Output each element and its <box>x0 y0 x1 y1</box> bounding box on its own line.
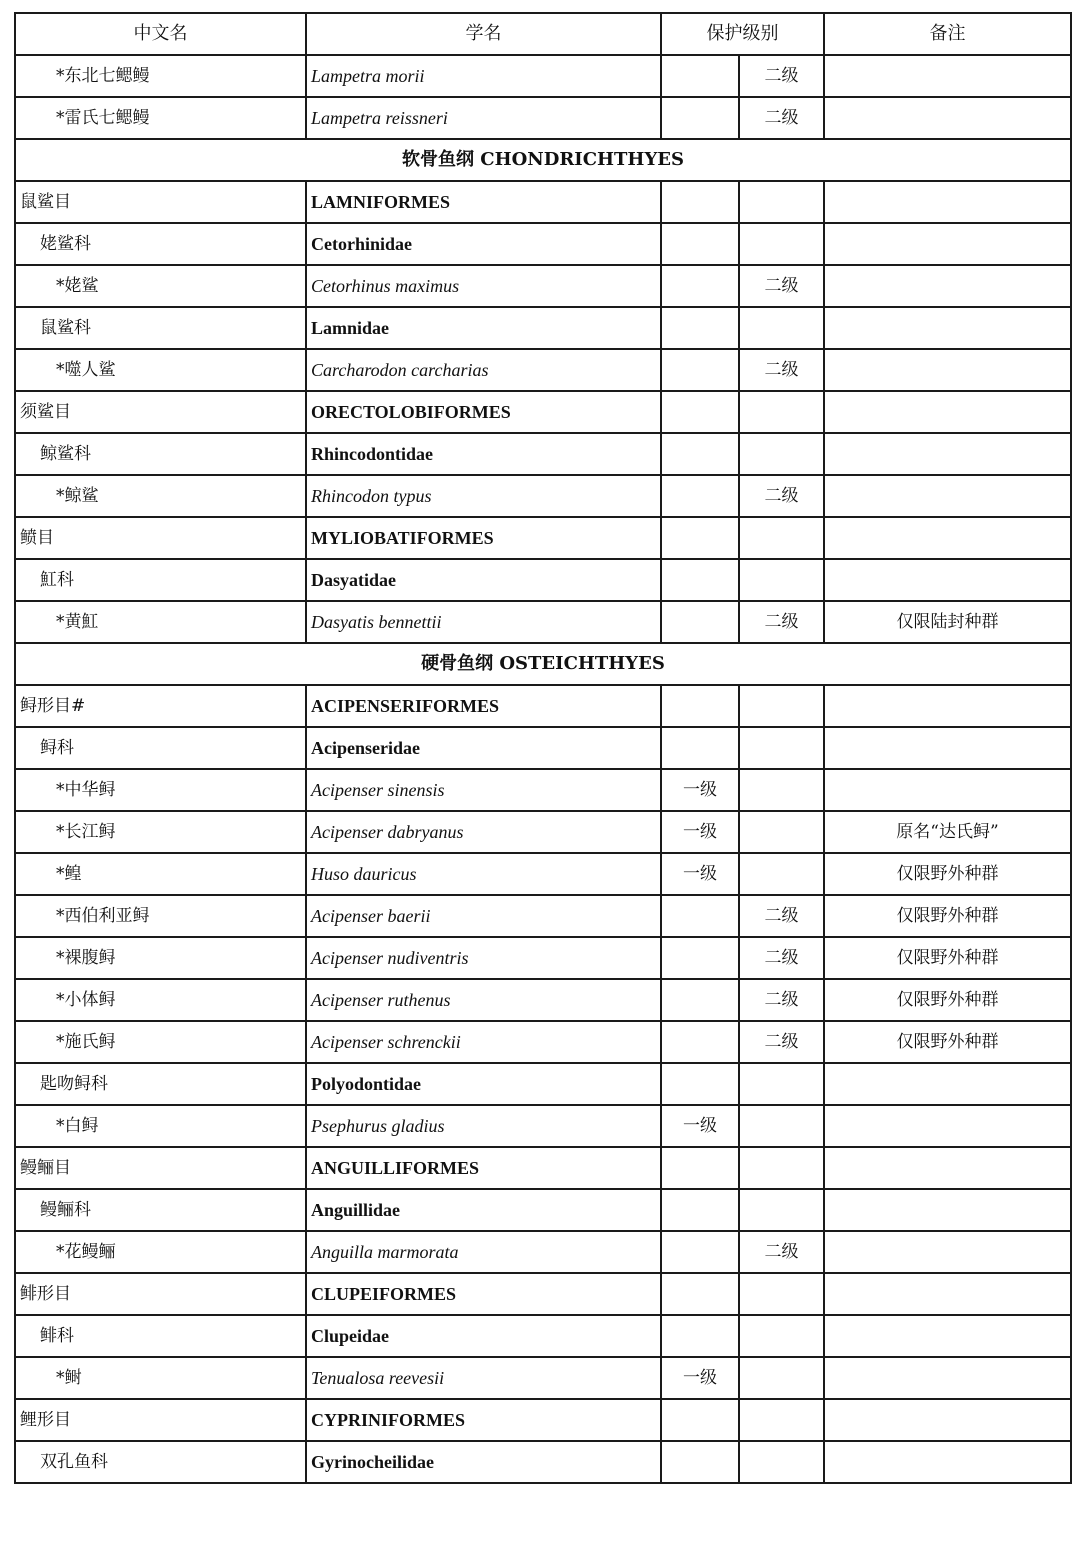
scientific-name-cell: Cetorhinus maximus <box>306 265 661 307</box>
chinese-name-cell: 鲸鲨科 <box>15 433 306 475</box>
remarks-cell <box>824 265 1071 307</box>
level-two-cell: 二级 <box>739 475 824 517</box>
level-one-cell: 一级 <box>661 769 739 811</box>
family-row <box>15 307 1071 349</box>
level-one-cell <box>661 349 739 391</box>
family-row <box>15 433 1071 475</box>
scientific-name-cell: Carcharodon carcharias <box>306 349 661 391</box>
scientific-name-cell: Acipenser ruthenus <box>306 979 661 1021</box>
order-row <box>15 391 1071 433</box>
level-two-cell <box>739 1063 824 1105</box>
level-two-cell: 二级 <box>739 1021 824 1063</box>
level-one-cell <box>661 1441 739 1483</box>
scientific-name-cell: Acipenser sinensis <box>306 769 661 811</box>
level-two-cell: 二级 <box>739 1231 824 1273</box>
chinese-name-cell: 鲱科 <box>15 1315 306 1357</box>
scientific-name-cell: Anguillidae <box>306 1189 661 1231</box>
species-row <box>15 265 1071 307</box>
scientific-name-cell: ORECTOLOBIFORMES <box>306 391 661 433</box>
level-two-cell <box>739 1105 824 1147</box>
chinese-name-cell: *花鳗鲡 <box>15 1231 306 1273</box>
species-row <box>15 769 1071 811</box>
species-row <box>15 1021 1071 1063</box>
remarks-cell <box>824 181 1071 223</box>
level-two-cell <box>739 1399 824 1441</box>
level-two-cell <box>739 769 824 811</box>
level-one-cell: 一级 <box>661 853 739 895</box>
order-row <box>15 1399 1071 1441</box>
scientific-name-cell: MYLIOBATIFORMES <box>306 517 661 559</box>
remarks-cell <box>824 1273 1071 1315</box>
chinese-name-cell: 匙吻鲟科 <box>15 1063 306 1105</box>
species-row <box>15 811 1071 853</box>
class-heading-row <box>15 139 1071 181</box>
scientific-name-cell: LAMNIFORMES <box>306 181 661 223</box>
chinese-name-cell: *鳇 <box>15 853 306 895</box>
level-one-cell <box>661 937 739 979</box>
scientific-name-cell: ACIPENSERIFORMES <box>306 685 661 727</box>
class-heading: 软骨鱼纲 CHONDRICHTHYES <box>15 139 1071 181</box>
scientific-name-cell: Cetorhinidae <box>306 223 661 265</box>
species-row <box>15 895 1071 937</box>
family-row <box>15 1189 1071 1231</box>
chinese-name-cell: *中华鲟 <box>15 769 306 811</box>
scientific-name-cell: Rhincodontidae <box>306 433 661 475</box>
level-two-cell <box>739 307 824 349</box>
level-two-cell <box>739 181 824 223</box>
chinese-name-cell: 双孔鱼科 <box>15 1441 306 1483</box>
remarks-cell <box>824 1231 1071 1273</box>
chinese-name-cell: 姥鲨科 <box>15 223 306 265</box>
level-two-cell <box>739 559 824 601</box>
species-row <box>15 97 1071 139</box>
level-one-cell <box>661 727 739 769</box>
remarks-cell <box>824 391 1071 433</box>
chinese-name-cell: *长江鲟 <box>15 811 306 853</box>
table-body <box>15 13 1071 1483</box>
family-row <box>15 223 1071 265</box>
level-one-cell: 一级 <box>661 1357 739 1399</box>
chinese-name-cell: 鳗鲡目 <box>15 1147 306 1189</box>
level-one-cell <box>661 1231 739 1273</box>
scientific-name-cell: Psephurus gladius <box>306 1105 661 1147</box>
level-two-cell <box>739 1441 824 1483</box>
species-row <box>15 349 1071 391</box>
scientific-name-cell: Tenualosa reevesii <box>306 1357 661 1399</box>
chinese-name-cell: *施氏鲟 <box>15 1021 306 1063</box>
scientific-name-cell: Huso dauricus <box>306 853 661 895</box>
scientific-name-cell: Acipenseridae <box>306 727 661 769</box>
level-two-cell <box>739 433 824 475</box>
species-row <box>15 1231 1071 1273</box>
chinese-name-cell: 鼠鲨科 <box>15 307 306 349</box>
protected-species-table <box>14 12 1072 1484</box>
remarks-cell <box>824 1357 1071 1399</box>
level-one-cell <box>661 685 739 727</box>
level-one-cell <box>661 265 739 307</box>
remarks-cell <box>824 475 1071 517</box>
remarks-cell: 仅限野外种群 <box>824 1021 1071 1063</box>
remarks-cell <box>824 1441 1071 1483</box>
level-one-cell <box>661 55 739 97</box>
remarks-cell <box>824 769 1071 811</box>
level-two-cell <box>739 517 824 559</box>
remarks-cell <box>824 727 1071 769</box>
species-row <box>15 853 1071 895</box>
order-row <box>15 1147 1071 1189</box>
chinese-name-cell: 鲱形目 <box>15 1273 306 1315</box>
remarks-cell: 仅限野外种群 <box>824 979 1071 1021</box>
chinese-name-cell: 鲟形目# <box>15 685 306 727</box>
level-one-cell <box>661 307 739 349</box>
chinese-name-cell: *雷氏七鳃鳗 <box>15 97 306 139</box>
remarks-cell <box>824 349 1071 391</box>
class-heading-row <box>15 643 1071 685</box>
remarks-cell <box>824 97 1071 139</box>
scientific-name-cell: Lampetra morii <box>306 55 661 97</box>
header-chinese-name: 中文名 <box>15 13 306 55</box>
remarks-cell <box>824 685 1071 727</box>
remarks-cell <box>824 1063 1071 1105</box>
species-row <box>15 1357 1071 1399</box>
scientific-name-cell: Acipenser baerii <box>306 895 661 937</box>
scientific-name-cell: Lamnidae <box>306 307 661 349</box>
level-one-cell <box>661 1147 739 1189</box>
level-one-cell <box>661 1189 739 1231</box>
family-row <box>15 1441 1071 1483</box>
level-two-cell <box>739 1273 824 1315</box>
remarks-cell <box>824 1315 1071 1357</box>
scientific-name-cell: Acipenser dabryanus <box>306 811 661 853</box>
level-two-cell <box>739 853 824 895</box>
scientific-name-cell: Rhincodon typus <box>306 475 661 517</box>
remarks-cell <box>824 433 1071 475</box>
chinese-name-cell: 鲼目 <box>15 517 306 559</box>
remarks-cell <box>824 1147 1071 1189</box>
level-two-cell <box>739 811 824 853</box>
level-two-cell <box>739 391 824 433</box>
level-two-cell: 二级 <box>739 937 824 979</box>
level-one-cell <box>661 1021 739 1063</box>
level-two-cell <box>739 1147 824 1189</box>
family-row <box>15 559 1071 601</box>
level-two-cell: 二级 <box>739 265 824 307</box>
remarks-cell: 仅限野外种群 <box>824 937 1071 979</box>
level-one-cell <box>661 601 739 643</box>
scientific-name-cell: Lampetra reissneri <box>306 97 661 139</box>
level-one-cell <box>661 1273 739 1315</box>
remarks-cell <box>824 223 1071 265</box>
remarks-cell <box>824 559 1071 601</box>
chinese-name-cell: *黄魟 <box>15 601 306 643</box>
level-one-cell <box>661 97 739 139</box>
level-one-cell <box>661 475 739 517</box>
scientific-name-cell: Polyodontidae <box>306 1063 661 1105</box>
scientific-name-cell: Dasyatidae <box>306 559 661 601</box>
level-two-cell: 二级 <box>739 349 824 391</box>
chinese-name-cell: *白鲟 <box>15 1105 306 1147</box>
remarks-cell <box>824 1105 1071 1147</box>
species-row <box>15 475 1071 517</box>
remarks-cell: 仅限野外种群 <box>824 895 1071 937</box>
species-row <box>15 601 1071 643</box>
level-one-cell <box>661 1315 739 1357</box>
level-one-cell: 一级 <box>661 1105 739 1147</box>
level-one-cell <box>661 223 739 265</box>
scientific-name-cell: Acipenser schrenckii <box>306 1021 661 1063</box>
level-one-cell <box>661 979 739 1021</box>
chinese-name-cell: *裸腹鲟 <box>15 937 306 979</box>
header-remarks: 备注 <box>824 13 1071 55</box>
scientific-name-cell: Acipenser nudiventris <box>306 937 661 979</box>
order-row <box>15 685 1071 727</box>
level-two-cell <box>739 223 824 265</box>
chinese-name-cell: *噬人鲨 <box>15 349 306 391</box>
chinese-name-cell: 鳗鲡科 <box>15 1189 306 1231</box>
level-two-cell <box>739 1189 824 1231</box>
scientific-name-cell: Gyrinocheilidae <box>306 1441 661 1483</box>
family-row <box>15 1315 1071 1357</box>
header-scientific-name: 学名 <box>306 13 661 55</box>
scientific-name-cell: CLUPEIFORMES <box>306 1273 661 1315</box>
remarks-cell: 原名“达氏鲟” <box>824 811 1071 853</box>
chinese-name-cell: 须鲨目 <box>15 391 306 433</box>
chinese-name-cell: *西伯利亚鲟 <box>15 895 306 937</box>
level-two-cell: 二级 <box>739 979 824 1021</box>
header-protection-level: 保护级别 <box>661 13 824 55</box>
chinese-name-cell: 鲤形目 <box>15 1399 306 1441</box>
species-row <box>15 1105 1071 1147</box>
species-row <box>15 937 1071 979</box>
scientific-name-cell: Clupeidae <box>306 1315 661 1357</box>
level-two-cell <box>739 685 824 727</box>
scientific-name-cell: CYPRINIFORMES <box>306 1399 661 1441</box>
level-two-cell: 二级 <box>739 895 824 937</box>
level-two-cell <box>739 1315 824 1357</box>
level-one-cell <box>661 559 739 601</box>
family-row <box>15 727 1071 769</box>
order-row <box>15 517 1071 559</box>
chinese-name-cell: 鲟科 <box>15 727 306 769</box>
remarks-cell <box>824 55 1071 97</box>
chinese-name-cell: *小体鲟 <box>15 979 306 1021</box>
chinese-name-cell: 魟科 <box>15 559 306 601</box>
remarks-cell <box>824 307 1071 349</box>
level-one-cell: 一级 <box>661 811 739 853</box>
scientific-name-cell: Dasyatis bennettii <box>306 601 661 643</box>
level-two-cell: 二级 <box>739 601 824 643</box>
order-row <box>15 181 1071 223</box>
family-row <box>15 1063 1071 1105</box>
level-two-cell <box>739 1357 824 1399</box>
chinese-name-cell: *姥鲨 <box>15 265 306 307</box>
level-one-cell <box>661 517 739 559</box>
order-row <box>15 1273 1071 1315</box>
chinese-name-cell: *鲸鲨 <box>15 475 306 517</box>
remarks-cell <box>824 1399 1071 1441</box>
species-row <box>15 55 1071 97</box>
level-one-cell <box>661 1063 739 1105</box>
species-row <box>15 979 1071 1021</box>
level-one-cell <box>661 895 739 937</box>
scientific-name-cell: ANGUILLIFORMES <box>306 1147 661 1189</box>
level-one-cell <box>661 433 739 475</box>
chinese-name-cell: 鼠鲨目 <box>15 181 306 223</box>
level-two-cell: 二级 <box>739 97 824 139</box>
remarks-cell <box>824 517 1071 559</box>
level-one-cell <box>661 181 739 223</box>
remarks-cell: 仅限野外种群 <box>824 853 1071 895</box>
header-row <box>15 13 1071 55</box>
level-two-cell: 二级 <box>739 55 824 97</box>
scientific-name-cell: Anguilla marmorata <box>306 1231 661 1273</box>
chinese-name-cell: *东北七鳃鳗 <box>15 55 306 97</box>
level-two-cell <box>739 727 824 769</box>
level-one-cell <box>661 1399 739 1441</box>
class-heading: 硬骨鱼纲 OSTEICHTHYES <box>15 643 1071 685</box>
remarks-cell: 仅限陆封种群 <box>824 601 1071 643</box>
remarks-cell <box>824 1189 1071 1231</box>
level-one-cell <box>661 391 739 433</box>
chinese-name-cell: *鲥 <box>15 1357 306 1399</box>
